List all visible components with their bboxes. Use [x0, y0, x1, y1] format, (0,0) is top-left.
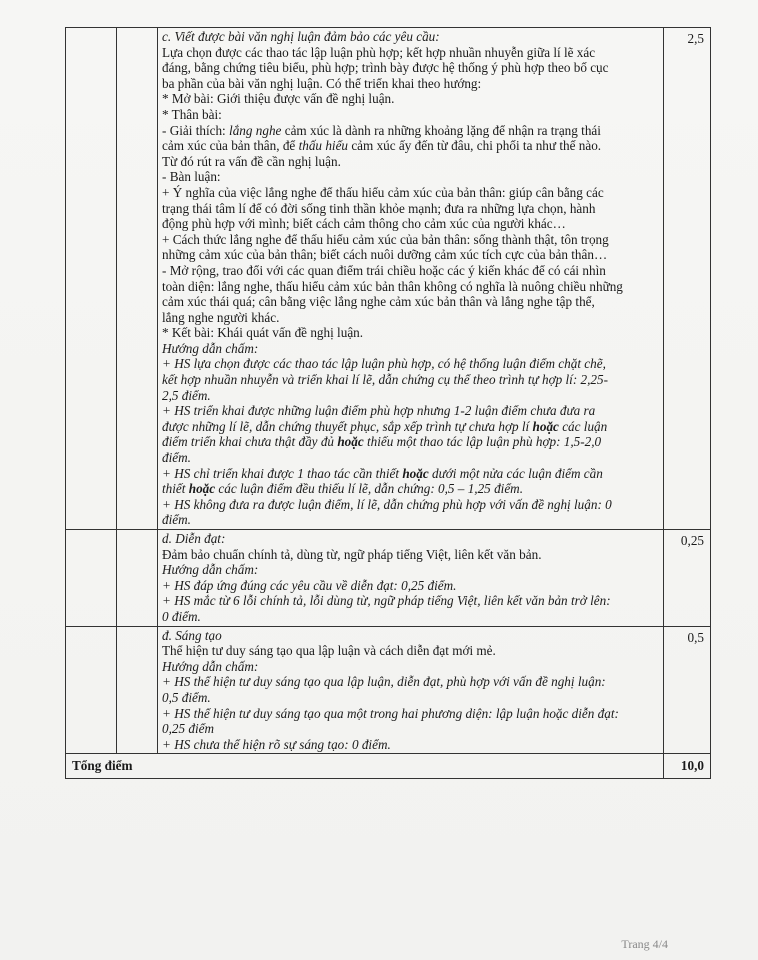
text-run: động phù hợp với mình; biết cách cảm thông cho cảm xúc của người khác…	[162, 216, 566, 232]
text-run: toàn diện: lắng nghe, thấu hiểu cảm xúc bản thân không có nghĩa là nuông chiều những	[162, 278, 623, 294]
text-run: 2,5 điểm.	[162, 387, 211, 403]
text-run: lắng nghe người khác.	[162, 309, 280, 325]
criteria-line	[162, 628, 659, 644]
score-cell: 0,25	[664, 530, 711, 627]
criteria-cell	[158, 530, 664, 627]
blank-cell-2	[117, 28, 158, 530]
text-run: + HS thể hiện tư duy sáng tạo qua một trong hai phương diện: lập luận hoặc diễn đạt:	[162, 705, 619, 721]
total-score: 10,0	[664, 754, 711, 779]
text-run: điểm.	[162, 512, 191, 528]
text-run: Hướng dẫn chấm:	[162, 340, 259, 356]
criteria-line	[162, 737, 659, 753]
criteria-line	[162, 310, 659, 326]
criteria-line	[162, 356, 659, 372]
text-run: hoặc	[532, 418, 559, 434]
text-run: + HS đáp ứng đúng các yêu cầu về diễn đạt: 0,25 điểm.	[162, 577, 457, 593]
rubric-row-expression	[66, 530, 711, 627]
text-run: thiết	[162, 481, 189, 497]
criteria-line	[162, 76, 659, 92]
criteria-line	[162, 466, 659, 482]
text-run: Hướng dẫn chấm:	[162, 658, 259, 674]
text-run: thiếu một thao tác lập luận phù hợp: 1,5-2,0	[363, 434, 602, 450]
criteria-line	[162, 91, 659, 107]
scoring-rubric-table	[65, 27, 711, 779]
text-run: hoặc	[337, 434, 364, 450]
text-run: ba phần của bài văn nghị luận. Có thể triển khai theo hướng:	[162, 75, 482, 91]
criteria-line	[162, 123, 659, 139]
text-run: 0,5 điểm.	[162, 689, 211, 705]
criteria-line	[162, 721, 659, 737]
text-run: được những lí lẽ, dẫn chứng thuyết phục, sắp xếp trình tự chưa hợp lí	[162, 418, 533, 434]
score-cell: 0,5	[664, 626, 711, 754]
blank-cell-1	[66, 530, 117, 627]
criteria-line	[162, 325, 659, 341]
text-run: lắng nghe	[229, 122, 282, 138]
text-run: điểm triển khai chưa thật đầy đủ	[162, 434, 338, 450]
text-run: - Mở rộng, trao đổi với các quan điểm trái chiều hoặc các ý kiến khác để có cái nhìn	[162, 262, 606, 278]
criteria-line	[162, 138, 659, 154]
text-run: c. Viết được bài văn nghị luận đảm bảo các yêu cầu:	[162, 29, 440, 44]
text-run: d. Diễn đạt:	[162, 531, 226, 546]
criteria-line	[162, 578, 659, 594]
criteria-line	[162, 294, 659, 310]
score-cell: 2,5	[664, 28, 711, 530]
criteria-line	[162, 388, 659, 404]
text-run: * Thân bài:	[162, 106, 222, 122]
text-run: cảm xúc của bản thân, để	[162, 138, 299, 154]
text-run: + HS chưa thể hiện rõ sự sáng tạo: 0 điểm.	[162, 736, 391, 752]
text-run: + HS triển khai được những luận điểm phù hợp nhưng 1-2 luận điểm chưa đưa ra	[162, 403, 596, 419]
text-run: các luận	[558, 418, 608, 434]
text-run: + HS mắc từ 6 lỗi chính tả, lỗi dùng từ, ngữ pháp tiếng Việt, liên kết văn bản trở lên:	[162, 593, 611, 609]
text-run: đáng, bằng chứng tiêu biểu, phù hợp; trình bày được hệ thống ý phù hợp theo bố cục	[162, 60, 609, 76]
criteria-line	[162, 201, 659, 217]
text-run: + Cách thức lắng nghe để thấu hiểu cảm xúc của bản thân: sống thành thật, tôn trọng	[162, 231, 609, 247]
text-run: dưới một nửa các luận điểm cần	[428, 465, 603, 481]
text-run: Từ đó rút ra vấn đề cần nghị luận.	[162, 153, 341, 169]
criteria-line	[162, 547, 659, 563]
criteria-line	[162, 497, 659, 513]
criteria-line	[162, 232, 659, 248]
text-run: + HS thể hiện tư duy sáng tạo qua lập luận, diễn đạt, phù hợp với vấn đề nghị luận:	[162, 674, 606, 690]
criteria-line	[162, 60, 659, 76]
blank-cell-2	[117, 530, 158, 627]
criteria-line	[162, 419, 659, 435]
text-run: - Bàn luận:	[162, 169, 221, 185]
criteria-line	[162, 247, 659, 263]
text-run: trạng thái tâm lí để có đời sống tinh thần khỏe mạnh; đưa ra những lựa chọn, hành	[162, 200, 596, 216]
text-run: điểm.	[162, 450, 191, 466]
criteria-line	[162, 403, 659, 419]
text-run: Đảm bảo chuẩn chính tả, dùng từ, ngữ pháp tiếng Việt, liên kết văn bản.	[162, 546, 542, 562]
text-run: + HS không đưa ra được luận điểm, lí lẽ, dẫn chứng phù hợp với vấn đề nghị luận: 0	[162, 496, 612, 512]
total-row	[66, 754, 711, 779]
text-run: + HS chỉ triển khai được 1 thao tác cần thiết	[162, 465, 403, 481]
criteria-line	[162, 593, 659, 609]
blank-cell-1	[66, 626, 117, 754]
criteria-line	[162, 512, 659, 528]
rubric-row-creativity	[66, 626, 711, 754]
criteria-line	[162, 562, 659, 578]
text-run: những cảm xúc của bản thân; biết cách nuôi dưỡng cảm xúc tích cực của bản thân…	[162, 247, 608, 263]
text-run: kết hợp nhuần nhuyễn và triển khai lí lẽ, dẫn chứng cụ thể theo trình tự hợp lí: 2,25-	[162, 372, 608, 388]
criteria-line	[162, 263, 659, 279]
text-run: Lựa chọn được các thao tác lập luận phù hợp; kết hợp nhuần nhuyễn giữa lí lẽ xác	[162, 44, 596, 60]
total-label: Tổng điểm	[66, 754, 664, 779]
criteria-line	[162, 107, 659, 123]
criteria-line	[162, 185, 659, 201]
criteria-line	[162, 154, 659, 170]
criteria-line	[162, 690, 659, 706]
criteria-line	[162, 45, 659, 61]
criteria-line	[162, 372, 659, 388]
text-run: * Kết bài: Khái quát vấn đề nghị luận.	[162, 325, 364, 341]
text-run: cảm xúc thái quá; cân bằng việc lắng nghe cảm xúc bản thân và lắng nghe tập thể,	[162, 294, 595, 310]
page-number: Trang 4/4	[621, 937, 668, 951]
text-run: Thể hiện tư duy sáng tạo qua lập luận và cách diễn đạt mới mẻ.	[162, 643, 496, 659]
criteria-line	[162, 169, 659, 185]
text-run: 0 điểm.	[162, 608, 201, 624]
text-run: Hướng dẫn chấm:	[162, 562, 259, 578]
blank-cell-2	[117, 626, 158, 754]
criteria-line	[162, 659, 659, 675]
criteria-line	[162, 674, 659, 690]
text-run: cảm xúc là dành ra những khoảng lặng để nhận ra trạng thái	[281, 122, 601, 138]
rubric-row-argumentative-essay	[66, 28, 711, 530]
text-run: các luận điểm đều thiếu lí lẽ, dẫn chứng: 0,5 – 1,25 điểm.	[215, 481, 524, 497]
criteria-line	[162, 279, 659, 295]
criteria-line	[162, 434, 659, 450]
text-run: thấu hiểu	[298, 138, 349, 154]
criteria-cell	[158, 626, 664, 754]
text-run: hoặc	[402, 465, 429, 481]
criteria-line	[162, 216, 659, 232]
text-run: cảm xúc ấy đến từ đâu, chi phối ta như thế nào.	[348, 138, 602, 154]
criteria-line	[162, 643, 659, 659]
criteria-line	[162, 531, 659, 547]
text-run: * Mở bài: Giới thiệu được vấn đề nghị luận.	[162, 91, 395, 107]
criteria-line	[162, 450, 659, 466]
text-run: 0,25 điểm	[162, 721, 215, 737]
criteria-line	[162, 29, 659, 45]
criteria-line	[162, 481, 659, 497]
text-run: + HS lựa chọn được các thao tác lập luận phù hợp, có hệ thống luận điểm chặt chẽ,	[162, 356, 606, 372]
text-run: đ. Sáng tạo	[162, 627, 222, 643]
text-run: hoặc	[188, 481, 216, 497]
criteria-line	[162, 609, 659, 625]
criteria-line	[162, 706, 659, 722]
blank-cell-1	[66, 28, 117, 530]
text-run: - Giải thích:	[162, 122, 230, 138]
criteria-line	[162, 341, 659, 357]
text-run: + Ý nghĩa của việc lắng nghe để thấu hiểu cảm xúc của bản thân: giúp cân bằng các	[162, 184, 604, 200]
criteria-cell	[158, 28, 664, 530]
